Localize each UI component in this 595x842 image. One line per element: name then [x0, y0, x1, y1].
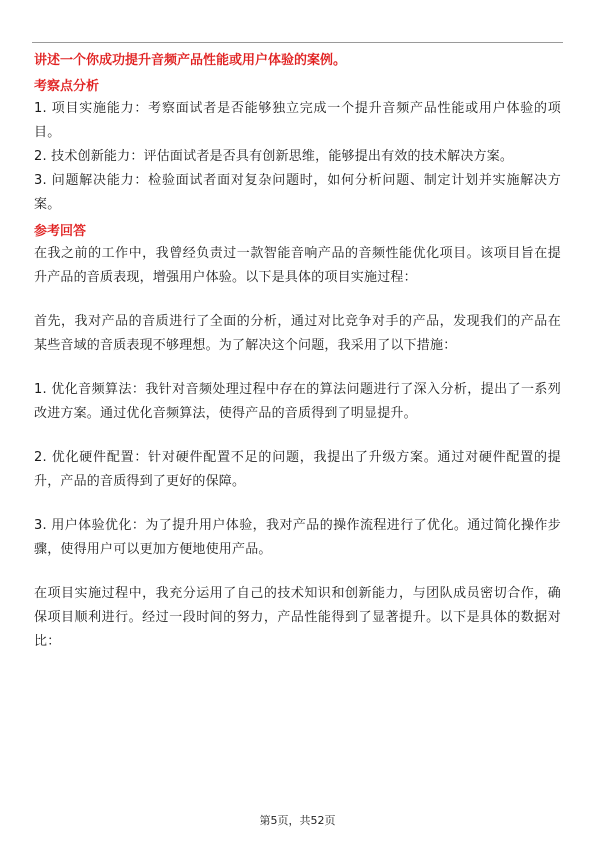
analysis-item-2: 2. 技术创新能力：评估面试者是否具有创新思维，能够提出有效的技术解决方案。 [34, 149, 514, 164]
page-number: 第5页，共52页 [259, 814, 336, 827]
analysis-item-3: 3. 问题解决能力：检验面试者面对复杂问题时，如何分析问题、制定计划并实施解决方案。 [34, 173, 561, 212]
analysis-heading: 考察点分析 [34, 79, 100, 94]
answer-paragraph-intro: 在我之前的工作中，我曾经负责过一款智能音响产品的音频性能优化项目。该项目旨在提升产品的音质表现，增强用户体验。以下是具体的项目实施过程： [34, 246, 561, 285]
header-rule [32, 42, 563, 43]
page-content [34, 50, 561, 654]
answer-paragraph-analysis: 首先，我对产品的音质进行了全面的分析，通过对比竞争对手的产品，发现我们的产品在某些音域的音质表现不够理想。为了解决这个问题，我采用了以下措施： [34, 314, 561, 353]
answer-measure-algorithm: 1. 优化音频算法：我针对音频处理过程中存在的算法问题进行了深入分析，提出了一系列改进方案。通过优化音频算法，使得产品的音质得到了明显提升。 [34, 382, 561, 421]
answer-heading: 参考回答 [34, 224, 87, 239]
answer-measure-ux: 3. 用户体验优化：为了提升用户体验，我对产品的操作流程进行了优化。通过简化操作步骤，使得用户可以更加方便地使用产品。 [34, 518, 561, 557]
answer-measure-hardware: 2. 优化硬件配置：针对硬件配置不足的问题，我提出了升级方案。通过对硬件配置的提升，产品的音质得到了更好的保障。 [34, 450, 561, 489]
question-title: 讲述一个你成功提升音频产品性能或用户体验的案例。 [34, 53, 347, 68]
answer-paragraph-summary: 在项目实施过程中，我充分运用了自己的技术知识和创新能力，与团队成员密切合作，确保项目顺利进行。经过一段时间的努力，产品性能得到了显著提升。以下是具体的数据对比： [34, 586, 561, 649]
analysis-item-1: 1. 项目实施能力：考察面试者是否能够独立完成一个提升音频产品性能或用户体验的项目。 [34, 101, 561, 140]
